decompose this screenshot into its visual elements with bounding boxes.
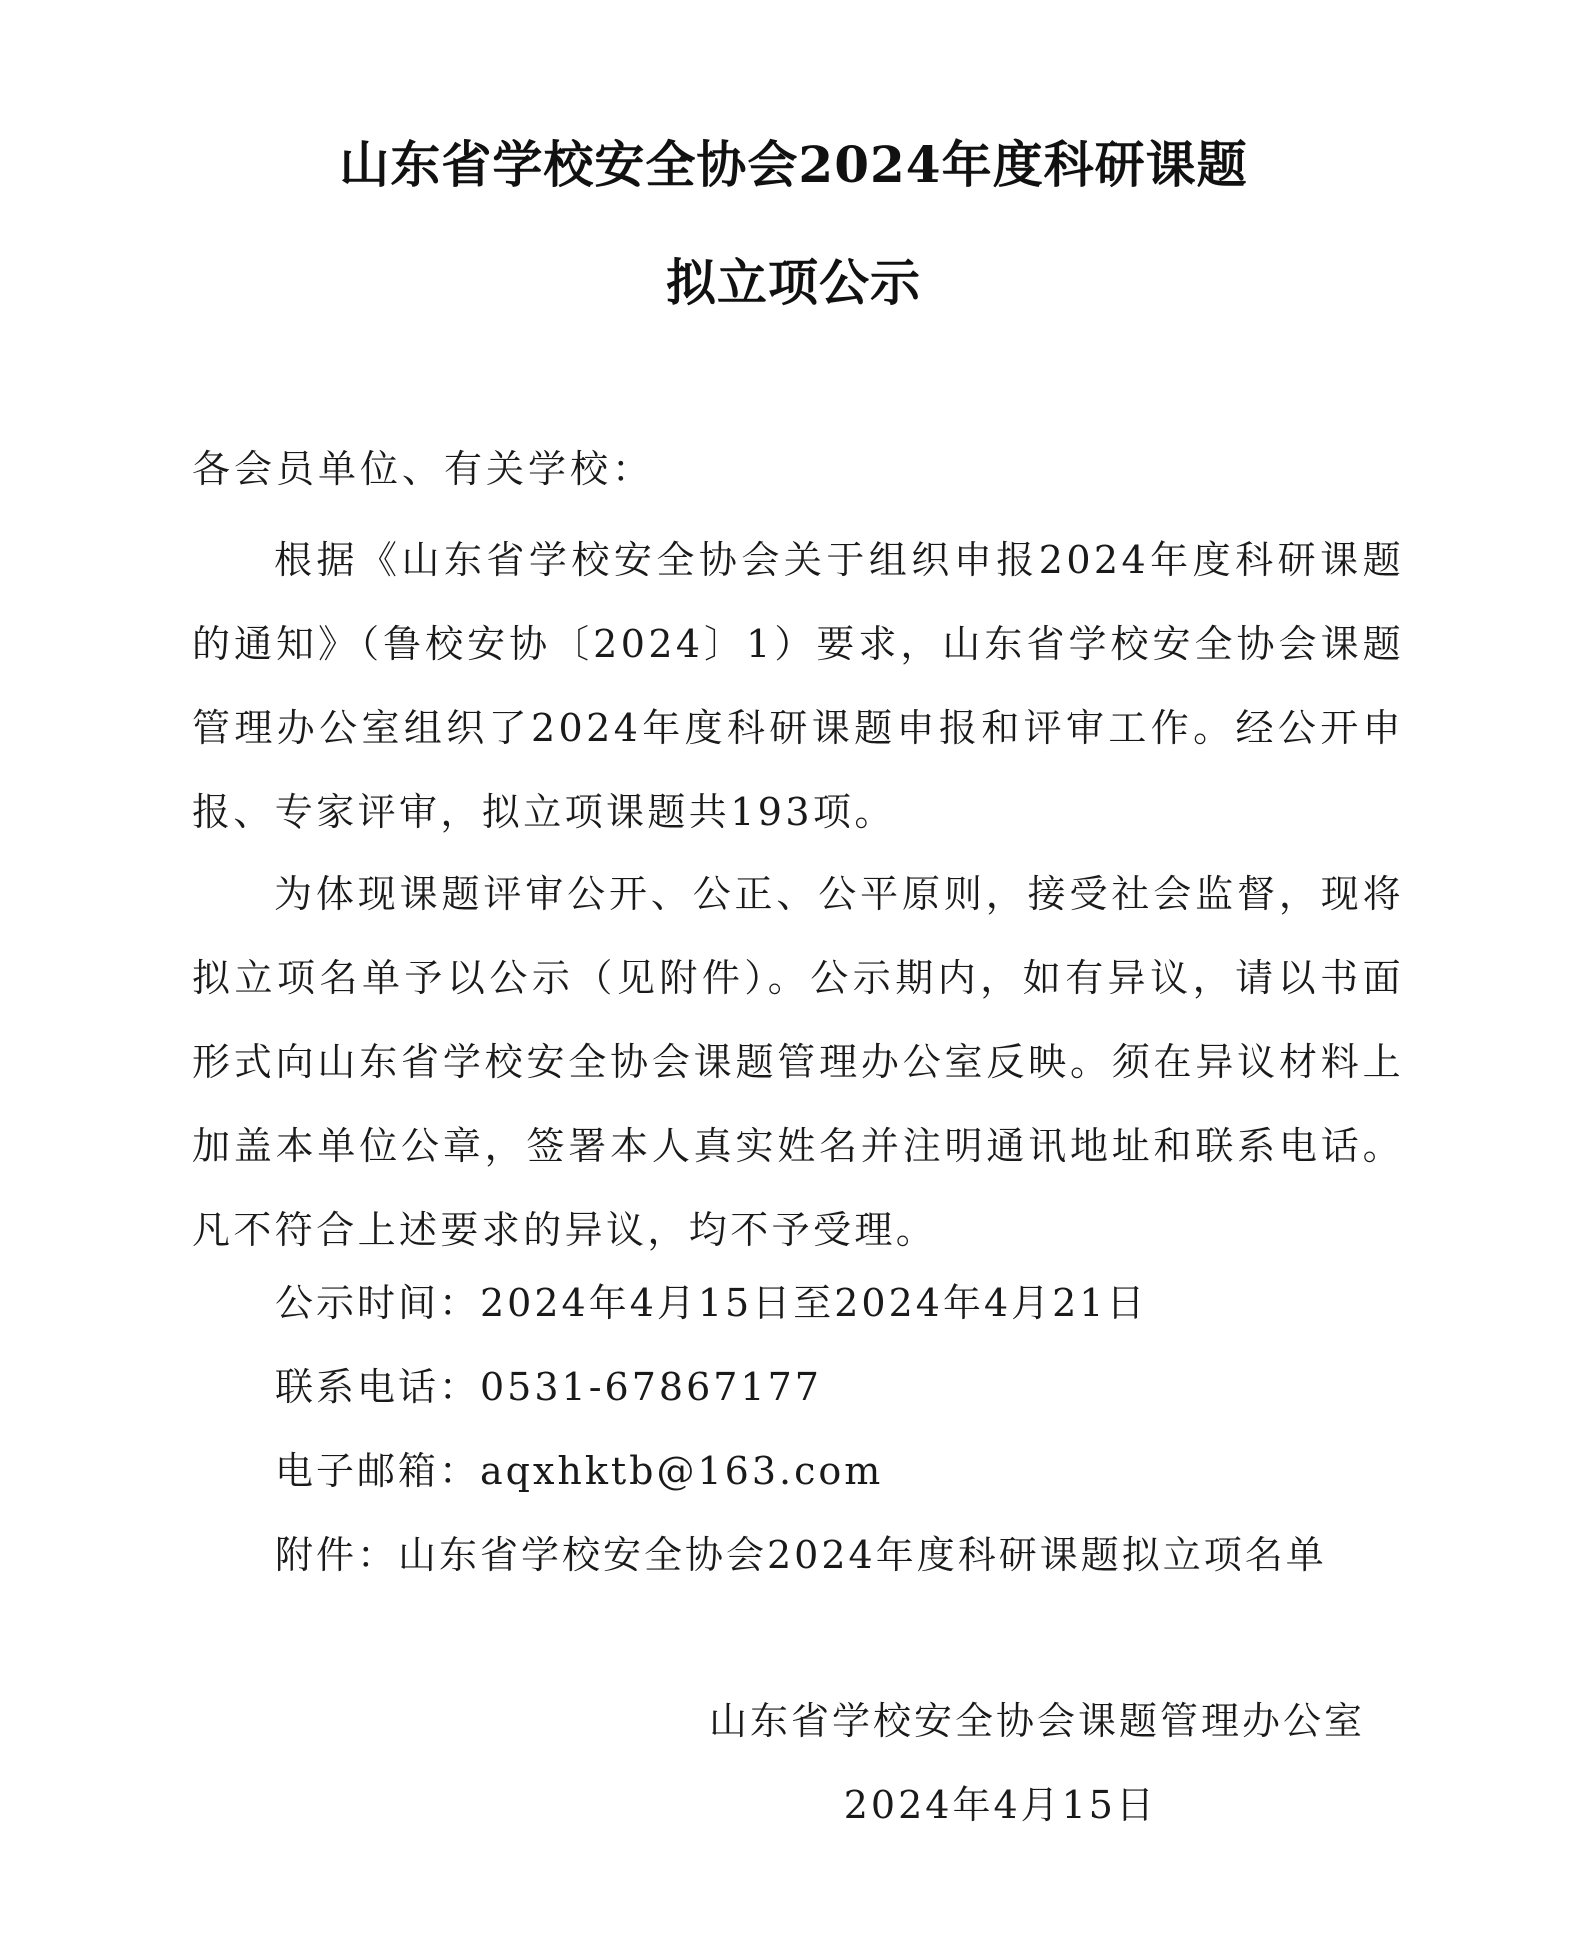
paragraph-2: 为体现课题评审公开、公正、公平原则，接受社会监督，现将拟立项名单予以公示（见附件）。公示期内，如有异议，请以书面形式向山东省学校安全协会课题管理办公室反映。须在异议材料上加盖本单位公章，签署本人真实姓名并注明通讯地址和联系电话。凡不符合上述要求的异议，均不予受理。 [192,872,1404,1252]
signature-organization: 山东省学校安全协会课题管理办公室 [708,1699,1365,1743]
salutation: 各会员单位、有关学校： [192,447,655,491]
signature-date: 2024年4月15日 [843,1783,1157,1827]
document-title-line1: 山东省学校安全协会2024年度科研课题 [339,135,1248,194]
paragraph-1: 根据《山东省学校安全协会关于组织申报2024年度科研课题的通知》（鲁校安协〔2024〕1）要求，山东省学校安全协会课题管理办公室组织了2024年度科研课题申报和评审工作。经公开申报、专家评审，拟立项课题共193项。 [192,538,1404,834]
document-title-line2: 拟立项公示 [666,253,921,312]
contact-phone: 联系电话：0531-67867177 [275,1365,822,1409]
contact-email: 电子邮箱：aqxhktb@163.com [275,1449,884,1493]
attachment-note: 附件：山东省学校安全协会2024年度科研课题拟立项名单 [275,1533,1327,1577]
publicity-period: 公示时间：2024年4月15日至2024年4月21日 [275,1281,1148,1325]
